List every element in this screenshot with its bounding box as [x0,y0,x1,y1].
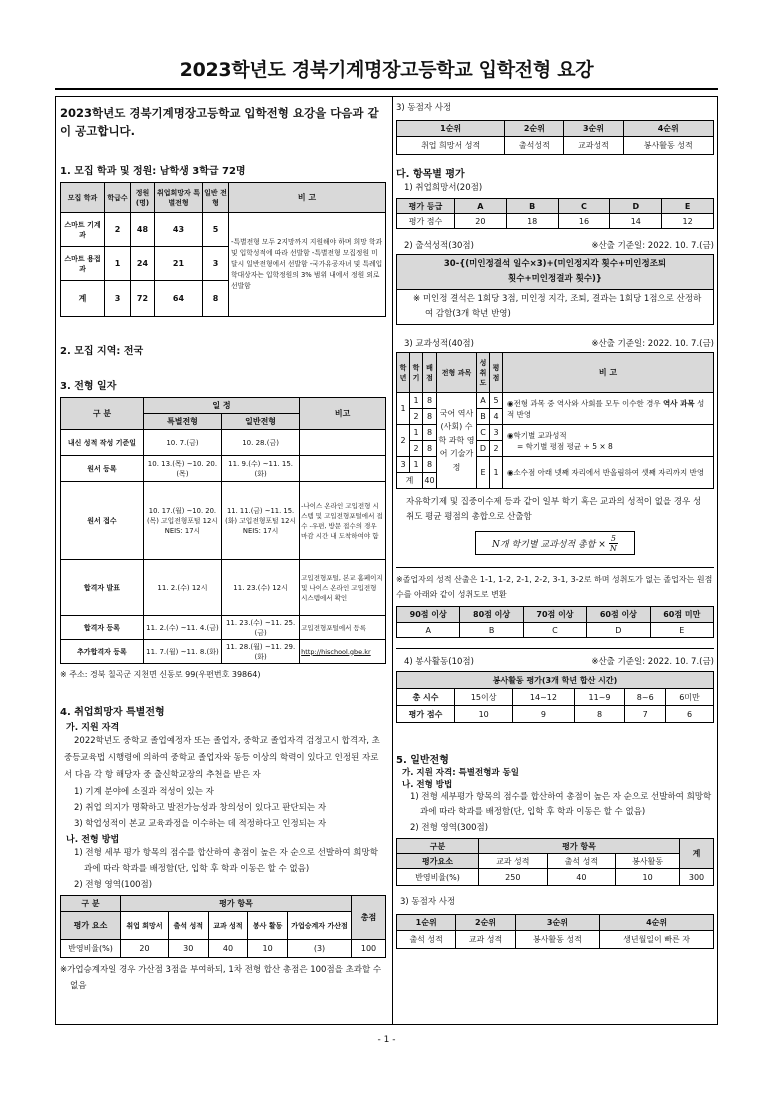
cell: C [558,199,610,214]
cell: 스마트 기계과 [61,213,105,247]
attendance-note: ※ 미인정 결석은 1회당 3점, 미인정 지각, 조퇴, 결과는 1회당 1점으로 산정하여 감함(3개 학년 반영) [413,294,702,319]
cell: A [455,199,507,214]
cell: 합격자 발표 [61,560,144,616]
cell: A [477,393,490,409]
cell: 48 [131,213,155,247]
cell: 14~12 [513,689,574,706]
cell: 3순위 [515,915,600,931]
cell: D [587,623,650,638]
th-quota: 정원 (명) [131,183,155,213]
s5-na2: 2) 전형 영역(300점) [410,823,489,833]
cell: 11. 23.(수) 12시 [222,560,300,616]
cell: 총 시수 [397,689,455,706]
s4-na2: 2) 전형 영역(100점) [74,880,153,890]
th-gubun: 구 분 [61,398,144,430]
s5-ga: 가. 지원 자격: 특별전형과 동일 [402,768,519,778]
fraction-num: 5 [610,533,616,543]
cell: E [477,457,490,489]
cell: 생년월일이 빠른 자 [600,931,714,949]
cell: 20 [455,214,507,229]
subject-note1 [503,393,714,425]
section1-heading: 1. 모집 학과 및 정원: 남학생 3학급 72명 [60,166,246,177]
cell: (3) [288,940,352,958]
cell: 평가 항목 [121,896,352,912]
th-special: 취업희망자 특별전형 [155,183,203,213]
cell: 8 [423,425,437,441]
cell: 40 [423,473,437,489]
cell: 반영비율(%) [397,869,479,886]
cell: 계 [397,473,423,489]
cell: 3 [203,247,229,281]
cell: 72 [131,281,155,317]
cell: 내신 성적 작성 기준일 [61,430,144,456]
cell: 8 [423,393,437,409]
cell: 2순위 [456,915,515,931]
cell: 2 [410,409,423,425]
cell: 출석 성적 [168,912,208,940]
s4-note: ※가업승계자일 경우 가산점 3점을 부여하되, 1차 전형 합산 총점은 100점을 초과할 수 없음 [60,965,382,991]
da-p2: 2) 출석성적(30점) [404,241,474,251]
cell: 43 [155,213,203,247]
da-p4: 4) 봉사활동(10점) [404,657,474,667]
cell: 1 [410,425,423,441]
cell: D [610,199,662,214]
general-eval-table [396,838,714,886]
attendance-formula [396,254,714,290]
cell: 합격자 등록 [61,616,144,640]
cell: 11. 2.(수) ~11. 4.(금) [143,616,221,640]
cell: 5 [490,393,503,409]
cell: 4 [490,409,503,425]
th-general: 일반 전형 [203,183,229,213]
formula-line1: 30-{(미인정결석 일수×3)+(미인정지각 횟수+미인정조퇴 [443,259,667,269]
formula-line2: 횟수+미인정결과 횟수)} [508,274,602,284]
s5-na1: 1) 전형 세부평가 항목의 점수를 합산하여 총점이 높은 자 순으로 선발하여 희망학과에 따라 학과를 배정함(단, 입학 후 학과 이동은 할 수 없음) [410,792,712,817]
cell: 11. 11.(금) ~11. 15.(화) 고입전형포털 12시 NEIS: 17시 [222,482,300,560]
cell: 고입전형포털에서 등록 [300,616,386,640]
s4-na: 나. 전형 방법 [66,835,120,845]
tie-heading: 3) 동점자 사정 [396,103,452,113]
cell: 평가 항목 [479,839,680,854]
cell: 교과 성적 [479,854,548,869]
cell: 30 [168,940,208,958]
cell: 가업승계자 가산점 [288,912,352,940]
cell: 1순위 [397,121,505,137]
cell: 구 분 [61,896,121,912]
cell: 18 [506,214,558,229]
cell: E [662,199,714,214]
cell: 8 [423,409,437,425]
cell: 14 [610,214,662,229]
cell: 3 [490,425,503,441]
right-column [396,100,714,949]
formula-fraction [609,534,618,553]
cell: 전형 과목 [437,353,477,393]
cell: 8 [574,706,625,723]
th-classes: 학급수 [105,183,131,213]
da-heading: 다. 항목별 평가 [396,169,465,180]
fraction-den: N [609,543,617,553]
cell: 봉사활동 [616,854,680,869]
th-general: 일반전형 [222,414,300,430]
note1b: 역사 과목 [663,398,695,408]
cell: 배점 [423,353,437,393]
score-formula [475,531,635,555]
th-dept: 모집 학과 [61,183,105,213]
cell: 1 [410,393,423,409]
cell: 출석성적 [505,137,564,155]
recruitment-table [60,182,386,317]
cell: 80점 이상 [460,607,523,623]
cell: 교과성적 [564,137,623,155]
address-note: ※ 주소: 경북 칠곡군 지천면 신동로 99(우편번호 39864) [60,670,261,679]
cell: 2 [397,425,410,457]
cell: D [477,441,490,457]
hischool-link[interactable]: http://hischool.gbe.kr [300,640,386,664]
cell: 8 [203,281,229,317]
cell: 봉사활동 평가(3개 학년 합산 시간) [397,672,714,689]
cell: B [460,623,523,638]
section3-heading: 3. 전형 일자 [60,381,117,392]
cell: 11~9 [574,689,625,706]
subjects-cell: 국어 역사 (사회) 수학 과학 영어 기술가정 [437,393,477,489]
cell: 2순위 [505,121,564,137]
cell: 21 [155,247,203,281]
note3: = 학기별 평점 평균 ÷ 5 × 8 [517,441,613,451]
th-note: 비 고 [229,183,386,213]
note1a: ◉전형 과목 중 역사와 사회를 모두 이수한 경우 [507,398,664,408]
cell: 봉사 활동 [248,912,288,940]
cell: 평가 요소 [61,912,121,940]
cell: 교과 성적 [456,931,515,949]
da-p2-date: ※산출 기준일: 2022. 10. 7.(금) [591,241,714,251]
cell: 60점 이상 [587,607,650,623]
cell: 64 [155,281,203,317]
cell: B [506,199,558,214]
subject-note4: ◉소수점 아래 넷째 자리에서 반올림하여 셋째 자리까지 반영 [503,457,714,489]
cell: A [397,623,460,638]
th-schedule: 일 정 [143,398,299,414]
cell: 평가 점수 [397,706,455,723]
cell: 계 [680,839,714,869]
cell: C [477,425,490,441]
cell: 10. 17.(월) ~10. 20.(목) 고입전형포털 12시 NEIS: 17시 [143,482,221,560]
cell: 학기 [410,353,423,393]
cell: 11. 7.(월) ~11. 8.(화) [143,640,221,664]
cell: 10 [248,940,288,958]
cell: 10. 28.(금) [222,430,300,456]
s4-ga-text: 2022학년도 중학교 졸업예정자 또는 졸업자, 중학교 졸업자격 검정고시 합격자, 초중등교육법 시행령에 의하여 중학교 졸업자와 동등 이상의 학력이 있다고 인정된 자로서 다음 각 항 해당자 중 출신학교장의 추천을 받은 자 [64,736,380,780]
cell: 300 [680,869,714,886]
cell [300,430,386,456]
cell: 봉사활동 성적 [623,137,713,155]
cell: 11. 2.(수) 12시 [143,560,221,616]
cell: 평점 [490,353,503,393]
cell: 출석 성적 [547,854,616,869]
cell: 원서 접수 [61,482,144,560]
general-tie-table [396,914,714,949]
volunteer-table [396,671,714,723]
th-note: 비고 [300,398,386,430]
cell: 24 [131,247,155,281]
cell: 9 [513,706,574,723]
s4-na1: 1) 전형 세부 평가 항목의 점수를 합산하여 총점이 높은 자 순으로 선발하여 희망학과에 따라 학과를 배정함(단, 입학 후 학과 이동은 할 수 없음) [74,848,378,874]
section4-heading: 4. 취업희망자 특별전형 [60,707,165,718]
da-p3: 3) 교과성적(40점) [404,339,474,349]
cell: 평가요소 [397,854,479,869]
cell: 8 [423,441,437,457]
cell: 총점 [352,896,386,940]
subject-table [396,352,714,489]
cell: 3 [105,281,131,317]
cell: 비 고 [503,353,714,393]
cell: 8~6 [625,689,666,706]
cell: 추가합격자 등록 [61,640,144,664]
cell: 평가 점수 [397,214,455,229]
cell: 60점 미만 [650,607,713,623]
cell: 10 [455,706,513,723]
cell: 1 [105,247,131,281]
s5-na: 나. 전형 방법 [402,780,453,790]
cell: 고입전형포털, 본교 홈페이지 및 나이스 온라인 고입전형 시스템에서 확인 [300,560,386,616]
cell: 원서 등록 [61,456,144,482]
th-special: 특별전형 [143,414,221,430]
intro-text: 2023학년도 경북기계명장고등학교 입학전형 요강을 다음과 같이 공고합니다. [60,106,379,138]
formula-text: N개 학기별 교과성적 총합 × [492,539,606,550]
cell: 취업 희망서 성적 [397,137,505,155]
cell: 취업 희망서 [121,912,169,940]
cell: 11. 9.(수) ~11. 15.(화) [222,456,300,482]
cell: 학년 [397,353,410,393]
cell: 스마트 용접과 [61,247,105,281]
cell: -나이스 온라인 고입전형 시스템 및 고입전형포털에서 접수 -우편, 방문 접수의 경우 마감 시간 내 도착하여야 함 [300,482,386,560]
cell: 90점 이상 [397,607,460,623]
cell: 4순위 [623,121,713,137]
cell: 15이상 [455,689,513,706]
da-p4-date: ※산출 기준일: 2022. 10. 7.(금) [591,657,714,667]
cell: 2 [105,213,131,247]
cell: 성취도 [477,353,490,393]
cell: E [650,623,713,638]
section2-heading: 2. 모집 지역: 전국 [60,346,144,357]
page-number: - 1 - [377,1035,396,1045]
subject-note2 [503,425,714,457]
cell: 40 [208,940,248,958]
cell: 출석 성적 [397,931,456,949]
column-divider [392,96,393,1025]
special-eval-table [60,895,386,958]
cell: 구분 [397,839,479,854]
cell: 반영비율(%) [61,940,121,958]
cell: 3 [397,457,410,473]
free-semester-note: 자유학기제 및 집중이수제 등과 같이 일부 학기 혹은 교과의 성적이 없을 경우 성취도 평균 평점의 총합으로 산출함 [406,497,702,522]
cell: 70점 이상 [523,607,586,623]
da-p3-date: ※산출 기준일: 2022. 10. 7.(금) [591,339,714,349]
conversion-table [396,606,714,638]
cell: 4순위 [600,915,714,931]
cell: 1 [397,393,410,425]
cell: 2 [490,441,503,457]
cell: 10. 7.(금) [143,430,221,456]
cell: 12 [662,214,714,229]
cell: 봉사활동 성적 [515,931,600,949]
cell: 평가 등급 [397,199,455,214]
da-p1: 1) 취업희망서(20점) [404,183,483,193]
cell: 8 [423,457,437,473]
cell: 250 [479,869,548,886]
cell: 6미만 [665,689,713,706]
hope-table [396,198,714,229]
cell: B [477,409,490,425]
cell: 1 [490,457,503,489]
cell: 20 [121,940,169,958]
cell: 2 [410,441,423,457]
s4-ga2: 2) 취업 의지가 명확하고 발전가능성과 창의성이 있다고 판단되는 자 [74,803,327,813]
schedule-table [60,397,386,664]
cell: 40 [547,869,616,886]
cell: 10. 13.(목) ~10. 20.(목) [143,456,221,482]
cell: 1순위 [397,915,456,931]
cell: 6 [665,706,713,723]
graduate-note: ※졸업자의 성적 산출은 1-1, 1-2, 2-1, 2-2, 3-1, 3-2로 하며 성취도가 없는 졸업자는 원점수를 아래와 같이 성취도로 변환 [396,575,713,599]
cell: 1 [410,457,423,473]
page-title: 2023학년도 경북기계명장고등학교 입학전형 요강 [179,59,594,81]
s4-ga1: 1) 기계 분야에 소질과 적성이 있는 자 [74,787,214,797]
cell: 16 [558,214,610,229]
left-column [60,100,386,994]
cell: 11. 28.(월) ~11. 29.(화) [222,640,300,664]
cell: C [523,623,586,638]
title-underline [55,88,718,90]
cell: 100 [352,940,386,958]
cell: 7 [625,706,666,723]
cell: 11. 23.(수) ~11. 25.(금) [222,616,300,640]
cell: 계 [61,281,105,317]
special-tie-table [396,120,714,155]
cell: 3순위 [564,121,623,137]
s4-ga: 가. 지원 자격 [66,723,120,733]
section5-heading: 5. 일반전형 [396,755,449,766]
recruitment-note: -특별전형 모두 2지망까지 지원해야 하며 희망 학과 및 입학성적에 따라 선발함 -특별전형 모집정원 미달시 일반전형에서 선발함 -국가유공자녀 및 특례입학대상자는 입학정원의 3% 범위 내에서 정원 외로 선발함 [229,213,386,317]
note2: ◉학기별 교과성적 [507,430,567,440]
cell [300,456,386,482]
cell: 10 [616,869,680,886]
note1c: 성적 반영 [507,398,705,419]
s5-tie: 3) 동점자 사정 [400,897,456,907]
cell: 교과 성적 [208,912,248,940]
cell: 5 [203,213,229,247]
s4-ga3: 3) 학업성적이 본교 교육과정을 이수하는 데 적정하다고 인정되는 자 [74,819,327,829]
